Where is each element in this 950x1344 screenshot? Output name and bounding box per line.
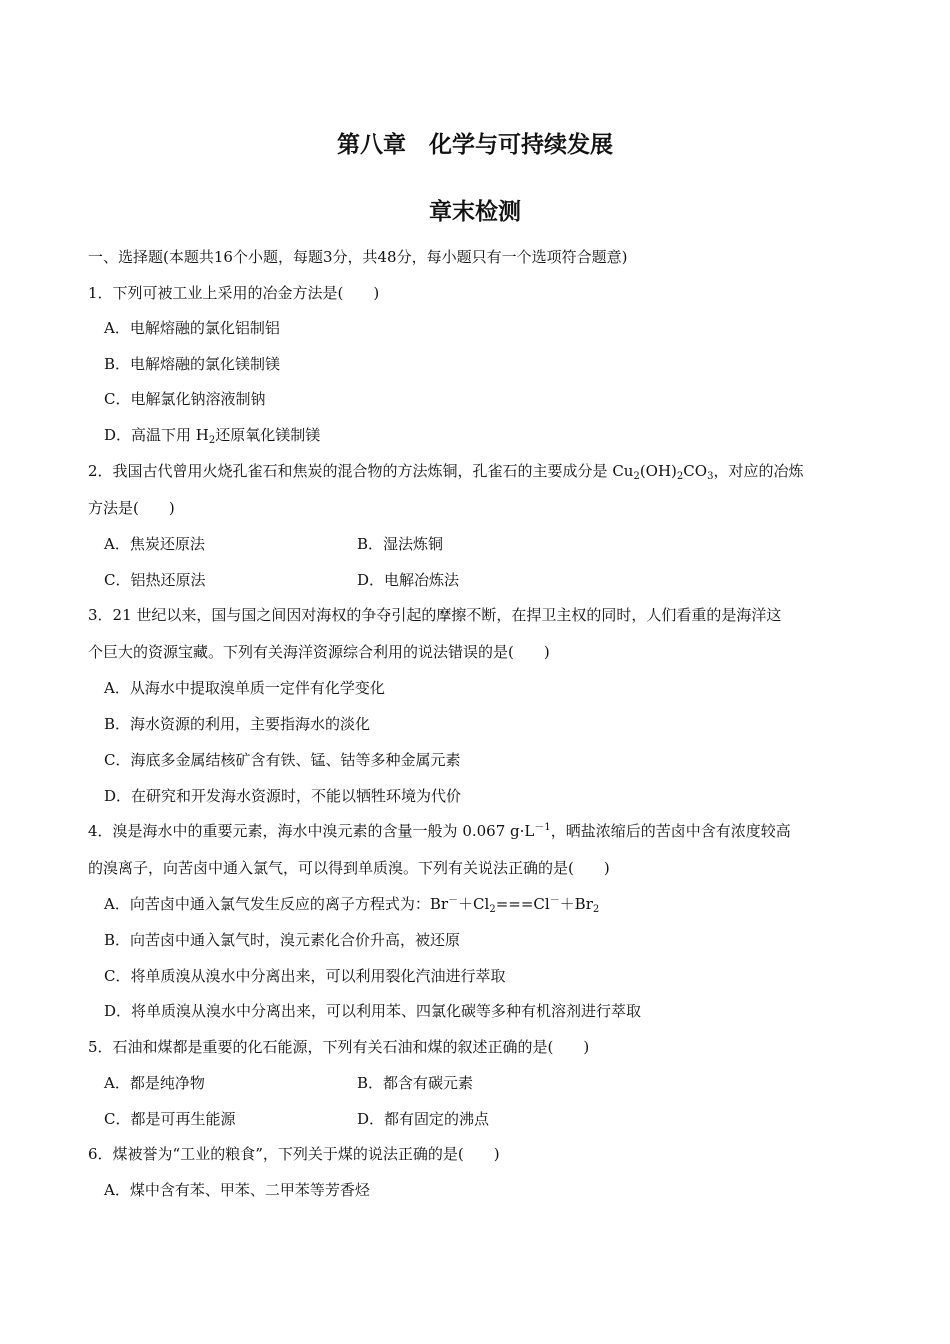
question-6-option-a: A．煤中含有苯、甲苯、二甲苯等芳香烃	[104, 1181, 370, 1199]
question-4-option-b: B．向苦卤中通入氯气时，溴元素化合价升高，被还原	[104, 931, 461, 949]
question-3-option-b: B．海水资源的利用，主要指海水的淡化	[104, 715, 371, 733]
chapter-title: 第八章 化学与可持续发展	[337, 132, 613, 158]
question-1-option-a: A．电解熔融的氯化铝制铝	[104, 319, 280, 337]
question-2-stem-line1: 2．我国古代曾用火烧孔雀石和焦炭的混合物的方法炼铜，孔雀石的主要成分是 $Cu_2(OH)_2CO_3$，对应的冶炼	[88, 462, 804, 482]
question-2-option-b: B．湿法炼铜	[357, 535, 444, 553]
question-4-option-c: C．将单质溴从溴水中分离出来，可以利用裂化汽油进行萃取	[104, 967, 506, 985]
question-3-stem-line2: 个巨大的资源宝藏。下列有关海洋资源综合利用的说法错误的是( )	[88, 643, 550, 661]
question-5-option-a: A．都是纯净物	[104, 1074, 205, 1092]
question-2-option-d: D．电解冶炼法	[357, 571, 460, 589]
question-5-option-d: D．都有固定的沸点	[357, 1110, 490, 1128]
question-6-stem: 6．煤被誉为“工业的粮食”，下列关于煤的说法正确的是( )	[88, 1145, 500, 1163]
question-3-option-a: A．从海水中提取溴单质一定伴有化学变化	[104, 679, 385, 697]
question-1-option-d: D．高温下用 $H_2$还原氧化镁制镁	[104, 426, 321, 446]
question-4-stem-line1: 4．溴是海水中的重要元素，海水中溴元素的含量一般为 0.067 $g\cdot L^{-1}$，晒盐浓缩后的苦卤中含有浓度较高	[88, 822, 791, 840]
question-4-stem-line2: 的溴离子，向苦卤中通入氯气，可以得到单质溴。下列有关说法正确的是( )	[88, 859, 610, 877]
question-2-option-c: C．铝热还原法	[104, 571, 206, 589]
question-1-option-b: B．电解熔融的氯化镁制镁	[104, 355, 281, 373]
question-1-option-c: C．电解氯化钠溶液制钠	[104, 390, 266, 408]
question-3-option-c: C．海底多金属结核矿含有铁、锰、钴等多种金属元素	[104, 751, 461, 769]
question-5-option-c: C．都是可再生能源	[104, 1110, 236, 1128]
question-2-stem-line2: 方法是( )	[88, 499, 175, 517]
question-3-option-d: D．在研究和开发海水资源时，不能以牺牲环境为代价	[104, 787, 462, 805]
question-5-option-b: B．都含有碳元素	[357, 1074, 474, 1092]
section-title: 章末检测	[429, 199, 521, 225]
question-3-stem-line1: 3．21 世纪以来，国与国之间因对海权的争夺引起的摩擦不断，在捍卫主权的同时，人们看重的是海洋这	[88, 606, 782, 624]
question-4-option-a: A．向苦卤中通入氯气发生反应的离子方程式为：$Br^-+Cl_2===Cl^-+Br_2$	[104, 895, 600, 915]
question-1-stem: 1．下列可被工业上采用的冶金方法是( )	[88, 284, 380, 302]
question-2-option-a: A．焦炭还原法	[104, 535, 205, 553]
question-5-stem: 5．石油和煤都是重要的化石能源，下列有关石油和煤的叙述正确的是( )	[88, 1038, 590, 1056]
part-heading: 一、选择题(本题共16个小题，每题3分，共48分，每小题只有一个选项符合题意)	[88, 248, 628, 266]
question-4-option-d: D．将单质溴从溴水中分离出来，可以利用苯、四氯化碳等多种有机溶剂进行萃取	[104, 1002, 642, 1020]
